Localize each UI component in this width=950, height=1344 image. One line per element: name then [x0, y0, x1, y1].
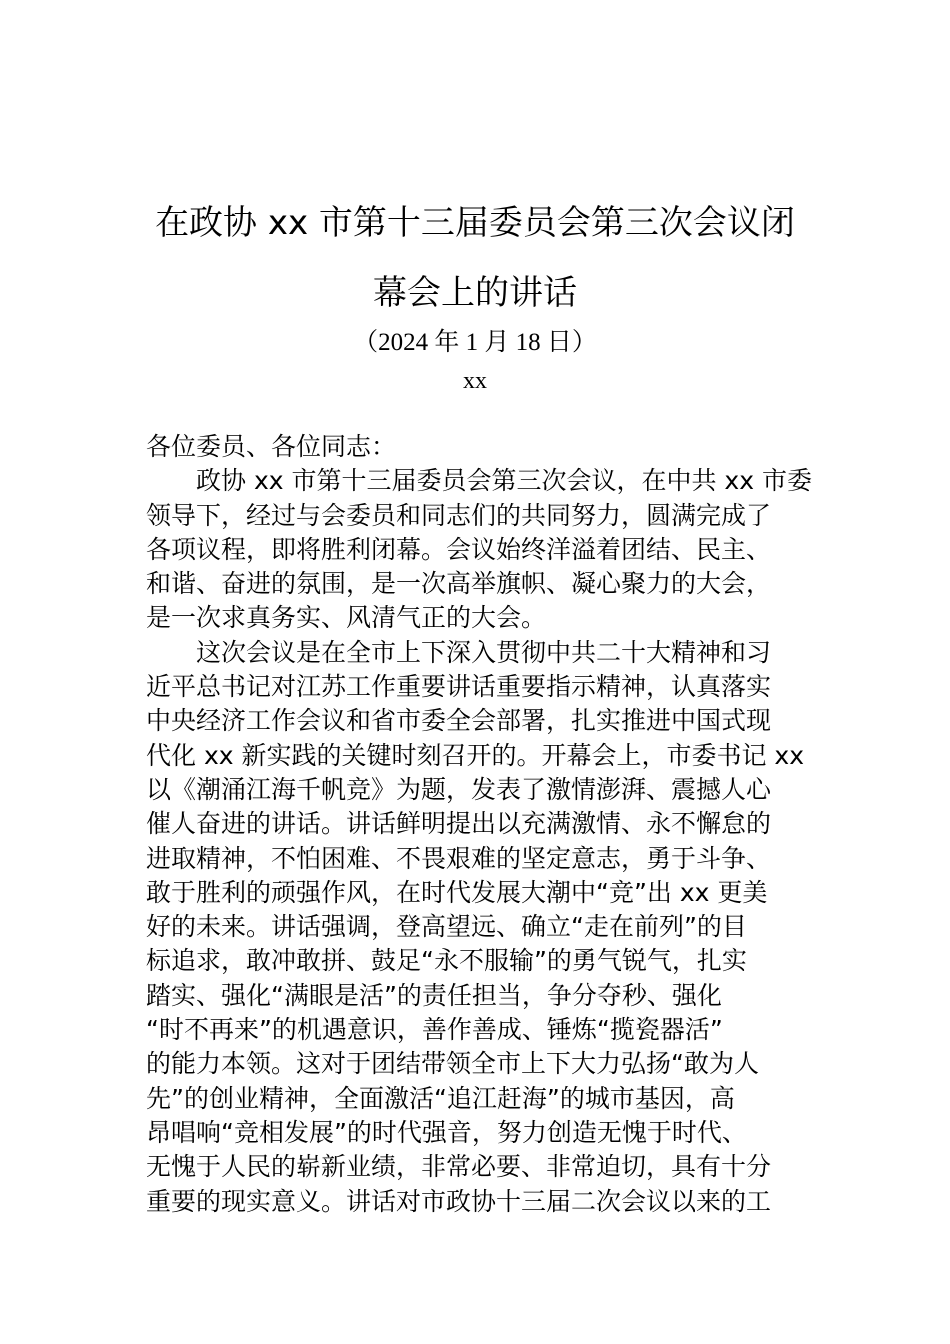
speech-body [146, 430, 816, 1219]
body-line: 标追求，敢冲敢拼、鼓足“永不服输”的勇气锐气，扎实 [146, 946, 747, 976]
body-line: 近平总书记对江苏工作重要讲话重要指示精神，认真落实 [146, 672, 772, 702]
body-line: 政协 xx 市第十三届委员会第三次会议，在中共 xx 市委 [196, 466, 812, 496]
body-line: 各位委员、各位同志： [146, 432, 397, 461]
body-line: 代化 xx 新实践的关键时刻召开的。开幕会上，市委书记 xx [146, 740, 805, 770]
body-line: 踏实、强化“满眼是活”的责任担当，争分夺秒、强化 [146, 980, 722, 1010]
body-line: 和谐、奋进的氛围，是一次高举旗帜、凝心聚力的大会， [146, 569, 772, 599]
speech-author: xx [463, 368, 487, 394]
body-line: 好的未来。讲话强调，登高望远、确立“走在前列”的目 [146, 912, 747, 942]
speech-title-line-2: 幕会上的讲话 [373, 273, 577, 313]
body-line: 领导下，经过与会委员和同志们的共同努力，圆满完成了 [146, 500, 772, 530]
body-line: 无愧于人民的崭新业绩，非常必要、非常迫切，具有十分 [146, 1152, 772, 1182]
speech-date: （2024 年 1 月 18 日） [353, 329, 597, 356]
body-line: 是一次求真务实、风清气正的大会。 [146, 603, 547, 633]
body-line: “时不再来”的机遇意识，善作善成、锤炼“揽瓷器活” [146, 1015, 723, 1045]
body-line: 先”的创业精神，全面激活“追江赶海”的城市基因，高 [146, 1083, 735, 1113]
body-line: 敢于胜利的顽强作风，在时代发展大潮中“竞”出 xx 更美 [146, 877, 768, 907]
body-line: 中央经济工作会议和省市委全会部署，扎实推进中国式现 [146, 706, 772, 736]
body-line: 昂唱响“竞相发展”的时代强音，努力创造无愧于时代、 [146, 1117, 747, 1147]
body-line: 这次会议是在全市上下深入贯彻中共二十大精神和习 [196, 637, 772, 667]
body-line: 重要的现实意义。讲话对市政协十三届二次会议以来的工 [146, 1186, 772, 1216]
body-line: 各项议程，即将胜利闭幕。会议始终洋溢着团结、民主、 [146, 534, 772, 564]
speech-title-line-1: 在政协 xx 市第十三届委员会第三次会议闭 [155, 203, 795, 243]
body-line: 进取精神，不怕困难、不畏艰难的坚定意志，勇于斗争、 [146, 843, 772, 873]
body-line: 的能力本领。这对于团结带领全市上下大力弘扬“敢为人 [146, 1049, 759, 1079]
body-line: 催人奋进的讲话。讲话鲜明提出以充满激情、永不懈怠的 [146, 809, 772, 839]
body-line: 以《潮涌江海千帆竞》为题，发表了激情澎湃、震撼人心 [146, 774, 772, 804]
